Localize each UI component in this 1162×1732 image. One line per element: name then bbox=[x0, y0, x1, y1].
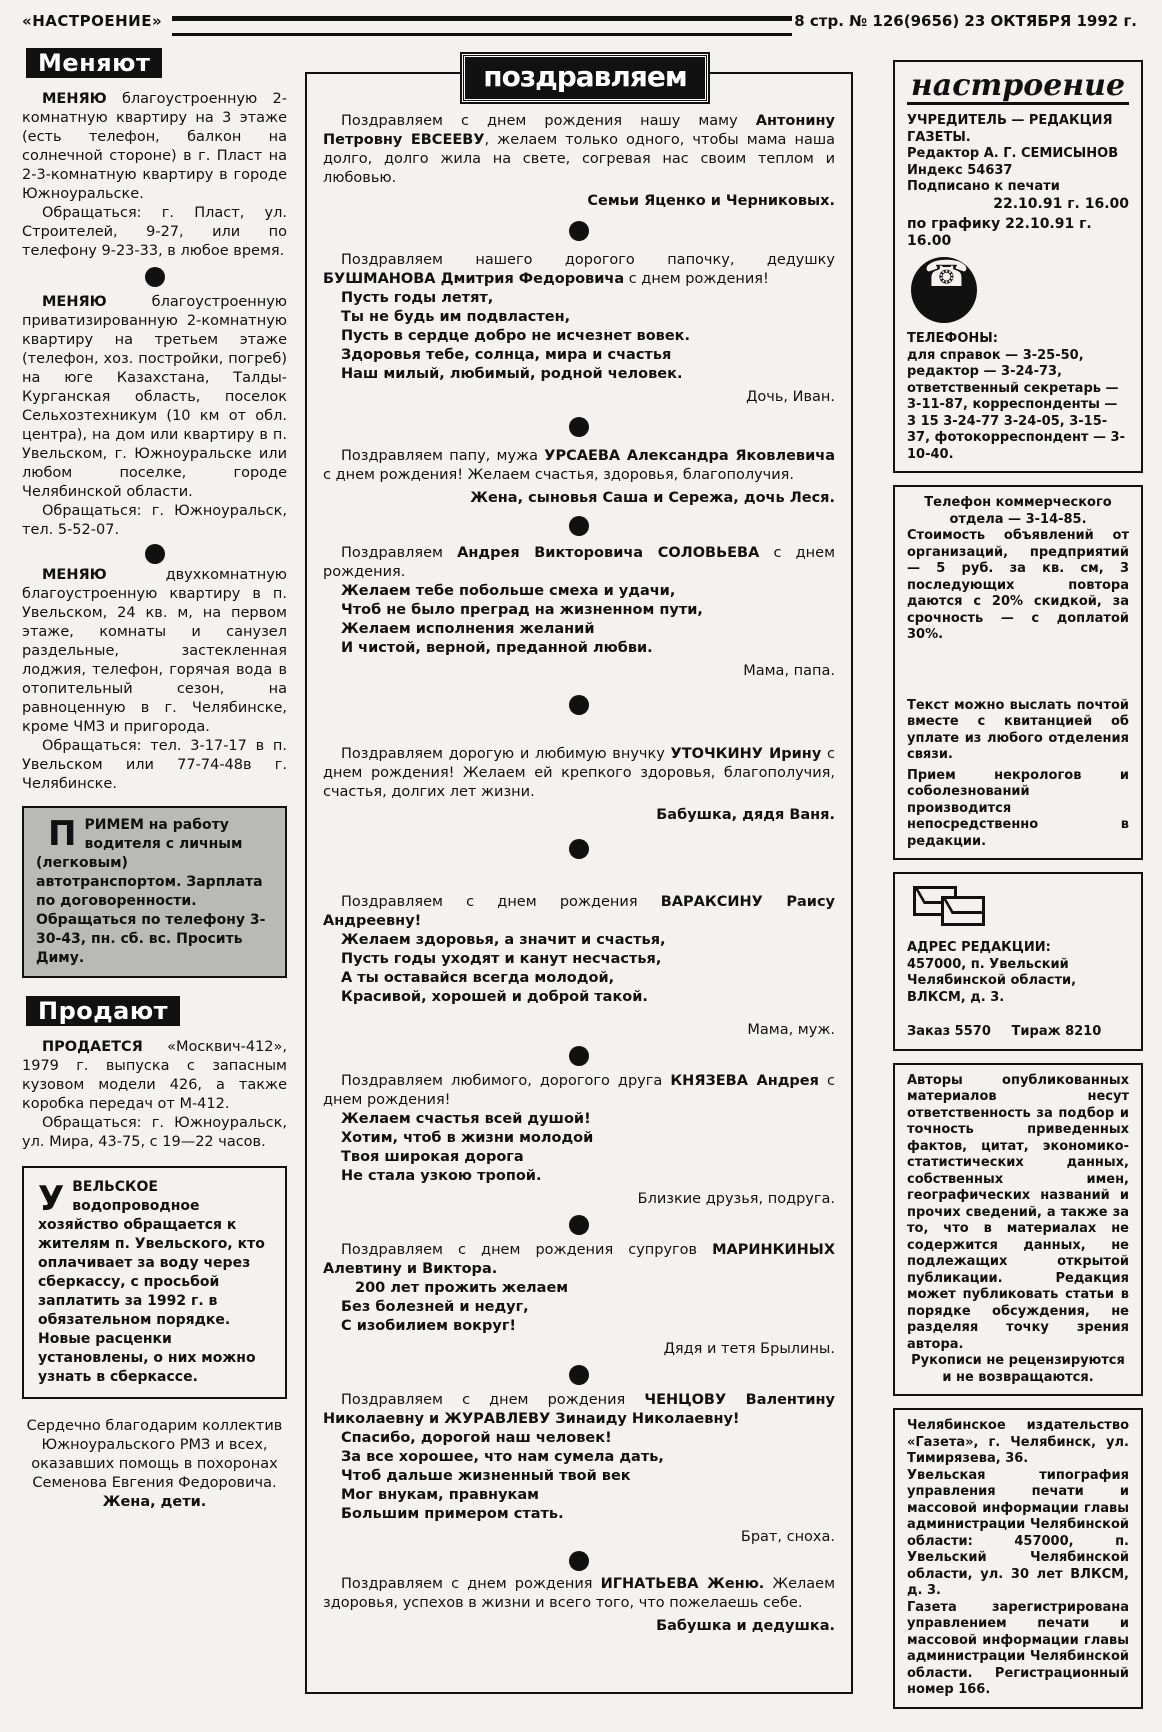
verse-line: И чистой, верной, преданной любви. bbox=[341, 640, 653, 656]
greeting-text: Поздравляем дорогую и любимую внучку bbox=[341, 746, 665, 762]
verse-line: Большим примером стать. bbox=[341, 1506, 564, 1522]
editor-line: Редактор А. Г. СЕМИСЫНОВ bbox=[907, 146, 1119, 161]
verse-line: Мог внукам, правнукам bbox=[341, 1487, 540, 1503]
greeting-6 bbox=[307, 893, 851, 1040]
greeting-text: Поздравляем с днем рождения bbox=[341, 1392, 626, 1408]
order-number: Заказ 5570 bbox=[907, 1024, 991, 1039]
verse-line: С изобилием вокруг! bbox=[341, 1318, 517, 1334]
newspaper-name: «НАСТРОЕНИЕ» bbox=[22, 12, 163, 30]
ads-info-box bbox=[893, 485, 1143, 860]
authors-notice-box bbox=[893, 1063, 1143, 1397]
greeting-text: Поздравляем любимого, дорогого друга bbox=[341, 1073, 663, 1089]
greeting-signature: Бабушка, дядя Ваня. bbox=[656, 807, 835, 823]
address-text: 457000, п. Увельский Челябинской области, ВЛКСМ, д. 3. bbox=[907, 956, 1077, 1005]
printer-info: Увельская типография управления печати и массовой информации главы администрации Челябинской области: 457000, п. Увельский Челябинской области, ул. 30 лет ВЛКСМ, д. 3. bbox=[907, 1467, 1129, 1598]
greeting-name: УТОЧКИНУ Ирину bbox=[670, 746, 822, 762]
greeting-text: Поздравляем с днем рождения bbox=[341, 1576, 593, 1592]
verse-line: Здоровья тебе, солнца, мира и счастья bbox=[341, 347, 672, 363]
verse-line: За все хорошее, что нам сумела дать, bbox=[341, 1449, 664, 1465]
authors-notice: Авторы опубликованных материалов несут ответственность за подбор и точность приведенных фактов, цитат, экономико-статистических данных, собственных имен, географических названий и прочих сведений, а также за то, что в материалах не содержится данных, не подлежащих открытой публикации. Редакция может публиковать статьи в порядке обсуждения, не разделяя точку зрения автора. bbox=[907, 1072, 1129, 1352]
signed-value: 22.10.91 г. 16.00 bbox=[993, 195, 1129, 212]
greeting-verse bbox=[323, 1279, 835, 1336]
water-utility-notice bbox=[22, 1166, 287, 1399]
greeting-text: Поздравляем с днем рождения bbox=[341, 894, 638, 910]
envelopes-icon bbox=[913, 886, 993, 932]
greeting-name: УРСАЕВА Александра Яковлевича bbox=[544, 448, 836, 464]
signed-label: Подписано к печати bbox=[907, 179, 1060, 194]
greeting-text: Поздравляем bbox=[341, 545, 443, 561]
phones-text: для справок — 3-25-50, редактор — 3-24-73, ответственный секретарь — 3-11-87, корреспонденты — 3 15 3-24-77 3-24-05, 3-15-37, фотокорреспондент — 3-10-40. bbox=[907, 347, 1125, 462]
greeting-verse bbox=[323, 289, 835, 384]
verse-line: Наш милый, любимый, родной человек. bbox=[341, 366, 683, 382]
thanks-notice bbox=[22, 1417, 287, 1512]
ad-text: благоустроенную приватизированную 2-комнатную квартиру на третьем этаже (телефон, хоз. постройки, погреб) на юге Казахстана, Талды-Курганская область, поселок Сельхозтехникум (10 км от обл. центра), на дом или квартиру в п. Увельском, г. Южноуральске или любом поселке, городе Челябинской области. bbox=[22, 294, 287, 500]
greeting-text-end: с днем рождения! bbox=[323, 1073, 836, 1108]
mail-info: Текст можно выслать почтой вместе с квитанцией об уплате из любого отделения связи. bbox=[907, 697, 1129, 762]
separator-dot bbox=[569, 1215, 589, 1235]
greeting-signature: Мама, папа. bbox=[743, 663, 835, 679]
exchange-ad-1 bbox=[22, 90, 287, 261]
greeting-signature: Дядя и тетя Брылины. bbox=[663, 1341, 835, 1357]
verse-line: Хотим, чтоб в жизни молодой bbox=[341, 1130, 594, 1146]
greeting-name: Антонину Петровну ЕВСЕЕВУ bbox=[323, 113, 836, 148]
verse-line: 200 лет прожить желаем bbox=[355, 1280, 569, 1296]
greeting-text-end: с днем рождения! bbox=[624, 271, 769, 287]
ad-contact: Обращаться: г. Южноуральск, ул. Мира, 43-75, с 19—22 часов. bbox=[22, 1115, 287, 1150]
greeting-text: Поздравляем с днем рождения супругов bbox=[341, 1242, 698, 1258]
greeting-name: ИГНАТЬЕВА Женю. bbox=[600, 1576, 765, 1592]
registration-info: Газета зарегистрирована управлением печати и массовой информации главы администрации Челябинской области. Регистрационный номер 166. bbox=[907, 1599, 1129, 1697]
drop-cap: П bbox=[48, 814, 77, 854]
ad-text: «Москвич-412», 1979 г. выпуска с запасным кузовом модели 426, а также коробка передач от М-412. bbox=[22, 1039, 287, 1112]
address-title: АДРЕС РЕДАКЦИИ: bbox=[907, 940, 1051, 955]
greeting-name: Андрея Викторовича СОЛОВЬЕВА bbox=[457, 545, 760, 561]
verse-line: Без болезней и недуг, bbox=[341, 1299, 529, 1315]
drop-cap: У bbox=[38, 1179, 65, 1219]
left-column bbox=[22, 48, 287, 1512]
separator-dot bbox=[569, 695, 589, 715]
verse-line: Твоя широкая дорога bbox=[341, 1149, 524, 1165]
hire-driver-ad bbox=[22, 806, 287, 978]
greeting-verse bbox=[323, 931, 835, 1007]
greeting-signature: Брат, сноха. bbox=[740, 1529, 835, 1545]
greeting-verse bbox=[323, 1429, 835, 1524]
greeting-8 bbox=[307, 1241, 851, 1359]
greeting-text: Поздравляем нашего дорогого папочку, дедушку bbox=[341, 252, 835, 268]
greeting-name: МАРИНКИНЫХ Алевтину и Виктора. bbox=[323, 1242, 835, 1277]
ad-keyword: МЕНЯЮ bbox=[42, 91, 107, 107]
right-column bbox=[893, 60, 1143, 1721]
separator-dot bbox=[145, 267, 165, 287]
greeting-text: Поздравляем с днем рождения нашу маму bbox=[341, 113, 738, 129]
separator-dot bbox=[145, 544, 165, 564]
obituary-info: Прием некрологов и соболезнований производится непосредственно в редакции. bbox=[907, 767, 1129, 849]
greeting-signature: Семьи Яценко и Черниковых. bbox=[587, 193, 835, 209]
separator-dot bbox=[569, 1046, 589, 1066]
congratulations-column bbox=[305, 60, 853, 1694]
greeting-4 bbox=[307, 544, 851, 681]
greeting-signature: Бабушка и дедушка. bbox=[656, 1618, 835, 1634]
verse-line: Чтоб не было преград на жизненном пути, bbox=[341, 602, 703, 618]
ad-keyword: МЕНЯЮ bbox=[42, 294, 107, 310]
masthead-rule bbox=[172, 16, 792, 36]
separator-dot bbox=[569, 1365, 589, 1385]
ad-text: благоустроенную 2-комнатную квартиру на 3 этаже (есть телефон, балкон на солнечной стороне) в г. Пласт на 2-3-комнатную квартиру в городе Южноуральске. bbox=[22, 91, 287, 202]
exchange-section-title: Меняют bbox=[26, 48, 162, 78]
separator-dot bbox=[569, 221, 589, 241]
greeting-7 bbox=[307, 1072, 851, 1209]
founder-line: УЧРЕДИТЕЛЬ — РЕДАКЦИЯ ГАЗЕТЫ. bbox=[907, 113, 1113, 145]
verse-line: Пусть годы летят, bbox=[341, 290, 494, 306]
greeting-text: Поздравляем папу, мужа bbox=[341, 448, 539, 464]
greeting-text-end: с днем рождения. bbox=[323, 545, 836, 580]
greeting-10 bbox=[307, 1575, 851, 1636]
ad-text: двухкомнатную благоустроенную квартиру в п. Увельском, 24 кв. м, на первом этаже, комнаты и санузел раздельные, застекленная лоджия, телефон, горячая вода в отопительный сезон, на равноценную в г. Челябинске, кроме ЧМЗ и пригорода. bbox=[22, 567, 287, 735]
publisher-box bbox=[893, 1408, 1143, 1709]
separator-dot bbox=[569, 516, 589, 536]
congratulations-title: поздравляем bbox=[462, 54, 708, 102]
greeting-text-end: Желаем здоровья, успехов в жизни и всего того, что пожелаешь себе. bbox=[323, 1576, 836, 1611]
thanks-sign: Жена, дети. bbox=[102, 1494, 207, 1510]
ad-keyword: ПРОДАЕТСЯ bbox=[42, 1039, 143, 1055]
newspaper-logo: настроение bbox=[907, 70, 1129, 105]
sell-ad bbox=[22, 1038, 287, 1152]
verse-line: Желаем здоровья, а значит и счастья, bbox=[341, 932, 666, 948]
hire-ad-text: РИМЕМ на работу водителя с личным (легковым) автотранспортом. Зарплата по договоренности. Обращаться по телефону 3-30-43, пн. сб. вс. Просить Диму. bbox=[36, 817, 266, 966]
greeting-signature: Близкие друзья, подруга. bbox=[637, 1191, 835, 1207]
imprint-box bbox=[893, 60, 1143, 473]
exchange-ad-3 bbox=[22, 566, 287, 794]
commerce-phone: Телефон коммерческого отдела — 3-14-85. bbox=[924, 495, 1112, 527]
separator-dot bbox=[569, 839, 589, 859]
thanks-text: Сердечно благодарим коллектив Южноуральского РМЗ и всех, оказавших помощь в похоронах Семенова Евгения Федоровича. bbox=[26, 1418, 283, 1491]
greeting-name: КНЯЗЕВА Андрея bbox=[670, 1073, 819, 1089]
telephone-icon bbox=[911, 257, 977, 323]
verse-line: Желаем счастья всей душой! bbox=[341, 1111, 591, 1127]
verse-line: Не стала узкою тропой. bbox=[341, 1168, 542, 1184]
greeting-text-end: с днем рождения! Желаем ей крепкого здоровья, благополучия, счастья, долгих лет жизни. bbox=[323, 746, 835, 800]
verse-line: Желаем исполнения желаний bbox=[341, 621, 595, 637]
separator-dot bbox=[569, 417, 589, 437]
separator-dot bbox=[569, 1551, 589, 1571]
phones-title: ТЕЛЕФОНЫ: bbox=[907, 331, 998, 346]
greeting-signature: Дочь, Иван. bbox=[746, 389, 835, 405]
greeting-verse bbox=[323, 582, 835, 658]
index-line: Индекс 54637 bbox=[907, 162, 1013, 178]
exchange-ad-2 bbox=[22, 293, 287, 540]
ad-contact: Обращаться: г. Южноуральск, тел. 5-52-07. bbox=[22, 503, 287, 538]
ad-contact: Обращаться: г. Пласт, ул. Строителей, 9-27, или по телефону 9-23-33, в любое время. bbox=[22, 205, 287, 259]
greeting-text-end: , желаем только одного, чтобы мама наша долго, долго жила на свете, согревая нас своим теплом и любовью. bbox=[323, 132, 835, 186]
greeting-9 bbox=[307, 1391, 851, 1547]
greeting-verse bbox=[323, 1110, 835, 1186]
greeting-name: ЧЕНЦОВУ Валентину Николаевну и ЖУРАВЛЕВУ Зинаиду Николаевну! bbox=[323, 1392, 835, 1427]
greeting-3 bbox=[307, 447, 851, 508]
issue-info: 8 стр. № 126(9656) 23 ОКТЯБРЯ 1992 г. bbox=[794, 12, 1137, 30]
verse-line: Желаем тебе побольше смеха и удачи, bbox=[341, 583, 676, 599]
ad-price: Стоимость объявлений от организаций, предприятий — 5 руб. за кв. см, 3 последующих повтора даются с 20% скидкой, за срочность — с доплатой 30%. bbox=[907, 528, 1129, 642]
ad-keyword: МЕНЯЮ bbox=[42, 567, 107, 583]
print-run: Тираж 8210 bbox=[1011, 1024, 1102, 1039]
verse-line: Пусть годы уходят и канут несчастья, bbox=[341, 951, 662, 967]
verse-line: Пусть в сердце добро не исчезнет вовек. bbox=[341, 328, 691, 344]
greeting-signature: Мама, муж. bbox=[747, 1022, 835, 1038]
water-notice-text: ВЕЛЬСКОЕ водопроводное хозяйство обращается к жителям п. Увельского, кто оплачивает за воду через сберкассу, с просьбой заплатить за 1992 г. в обязательном порядке. Новые расценки установлены, о них можно узнать в сберкассе. bbox=[38, 1179, 265, 1385]
masthead bbox=[22, 10, 1137, 38]
address-box bbox=[893, 872, 1143, 1051]
greeting-signature: Жена, сыновья Саша и Сережа, дочь Леся. bbox=[470, 490, 835, 506]
greeting-text-end: с днем рождения! Желаем счастья, здоровья, благополучия. bbox=[323, 467, 795, 483]
verse-line: Спасибо, дорогой наш человек! bbox=[341, 1430, 612, 1446]
verse-line: Ты не будь им подвластен, bbox=[341, 309, 571, 325]
verse-line: Чтоб дальше жизненный твой век bbox=[341, 1468, 631, 1484]
verse-line: А ты оставайся всегда молодой, bbox=[341, 970, 615, 986]
greeting-2 bbox=[307, 251, 851, 407]
greeting-5 bbox=[307, 745, 851, 825]
ad-contact: Обращаться: тел. 3-17-17 в п. Увельском или 77-74-48в г. Челябинске. bbox=[22, 738, 287, 792]
verse-line: Красивой, хорошей и доброй такой. bbox=[341, 989, 648, 1005]
sell-section-title: Продают bbox=[26, 996, 180, 1026]
greeting-name: БУШМАНОВА Дмитрия Федоровича bbox=[323, 271, 625, 287]
manuscripts-notice: Рукописи не рецензируются и не возвращаются. bbox=[911, 1353, 1125, 1385]
greeting-name: ВАРАКСИНУ Раису Андреевну! bbox=[323, 894, 836, 929]
schedule-line: по графику 22.10.91 г. 16.00 bbox=[907, 216, 1092, 249]
publisher-info: Челябинское издательство «Газета», г. Челябинск, ул. Тимирязева, 36. bbox=[907, 1418, 1129, 1466]
greeting-1 bbox=[307, 112, 851, 211]
